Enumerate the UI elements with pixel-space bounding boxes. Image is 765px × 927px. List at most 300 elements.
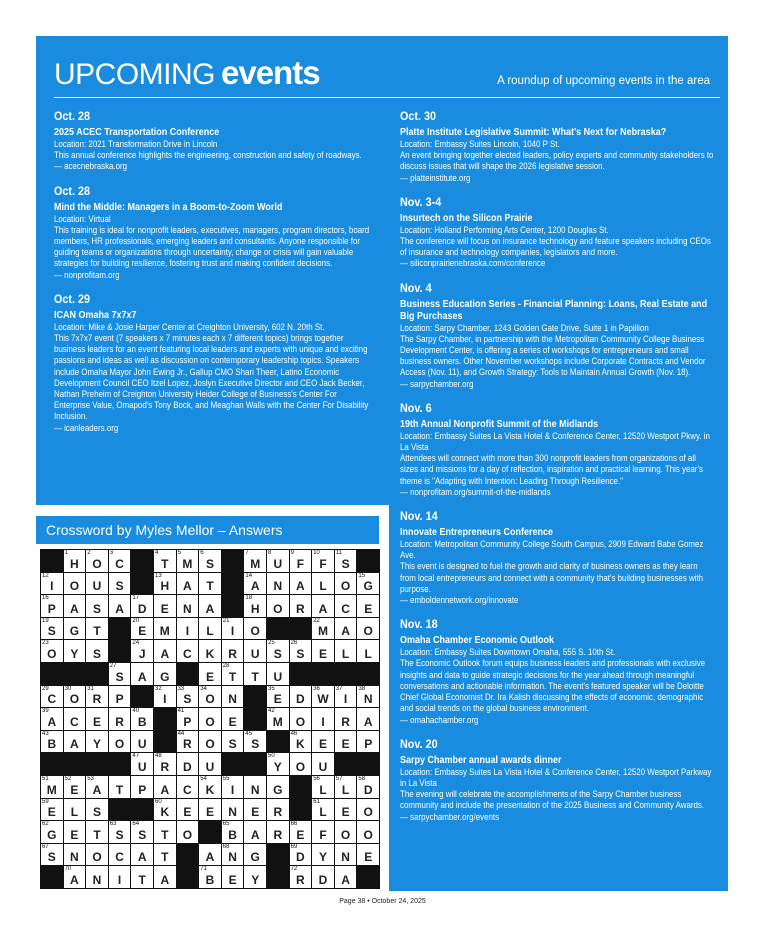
crossword-cell [290,573,312,595]
event-link[interactable]: — platteinstitute.org [400,172,471,183]
event-link[interactable]: — sarpychamber.org/events [400,811,500,822]
answer-letter: R [160,760,170,774]
event-link[interactable]: — nonprofitam.org [54,269,120,280]
crossword-cell [244,550,266,572]
event-location: Location: Virtual [54,213,111,224]
answer-letter: T [138,873,146,887]
clue-number: 60 [155,798,162,805]
crossword-cell [244,799,266,821]
title-upcoming: UPCOMING [54,58,215,91]
answer-letter: L [364,647,372,661]
event-title: ICAN Omaha 7x7x7 [54,309,137,321]
events-column-right [400,108,715,833]
crossword-cell [290,753,312,775]
crossword-block [41,866,63,888]
event-location: Location: Embassy Suites La Vista Hotel & Conference Center, 12520 Westport Parkway in La Vista [400,766,712,788]
crossword-cell [357,640,379,662]
clue-number: 42 [268,708,275,715]
crossword-cell [290,731,312,753]
answer-letter: O [182,827,193,842]
clue-number: 15 [358,572,366,579]
crossword-cell [154,550,176,572]
crossword-block [357,866,379,888]
answer-letter: N [250,782,260,797]
crossword-cell [154,866,176,888]
clue-number: 68 [222,843,230,850]
answer-letter: I [230,624,235,639]
answer-letter: M [317,624,328,639]
event-link[interactable]: — emboldennetwork.org/innovate [400,595,519,606]
clue-number: 10 [313,550,320,556]
event-link[interactable]: — sarpychamber.org [400,378,474,389]
crossword-cell [109,866,131,888]
answer-letter: D [296,692,305,707]
crossword-cell [199,595,221,617]
clue-number: 13 [155,572,162,579]
crossword-cell [199,618,221,640]
clue-number: 34 [200,685,207,692]
answer-letter: O [295,760,306,774]
clue-number: 50 [268,753,275,760]
crossword-cell [109,550,131,572]
crossword-cell [41,731,63,753]
clue-number: 56 [313,776,320,782]
answer-letter: A [115,601,124,616]
clue-number: 38 [358,685,366,692]
answer-letter: E [296,827,305,842]
answer-letter: L [206,624,214,639]
crossword-cell [267,753,289,775]
crossword-cell [86,731,108,753]
clue-number: 5 [177,550,181,556]
crossword-cell [290,550,312,572]
answer-letter: A [205,850,215,865]
clue-number: 19 [42,617,49,624]
crossword-block [131,573,153,595]
crossword-cell [199,776,221,798]
crossword-block [244,686,266,708]
event-title: Omaha Chamber Economic Outlook [400,635,555,647]
answer-letter: Y [318,850,327,865]
crossword-cell [64,708,86,730]
crossword-cell [312,731,334,753]
answer-letter: O [92,556,102,571]
answer-letter: Y [273,760,282,774]
crossword-block [109,640,131,662]
answer-letter: R [228,647,237,661]
crossword-cell [41,640,63,662]
crossword-cell [357,844,379,866]
answer-letter: H [250,601,260,616]
crossword-cell [312,686,334,708]
page-footer: Page 38 • October 24, 2025 [339,898,426,905]
crossword-cell [267,821,289,843]
crossword-cell [109,686,131,708]
crossword-cell [64,640,86,662]
crossword-cell [177,731,199,753]
event-item [54,183,370,281]
crossword-cell [312,708,334,730]
crossword-block [177,866,199,888]
event-date: Oct. 28 [54,109,91,123]
crossword-cell [335,821,357,843]
crossword-cell [335,618,357,640]
answer-letter: A [70,737,79,752]
crossword-cell [357,708,379,730]
crossword-block [290,618,312,640]
crossword-block [64,753,86,775]
answer-letter: E [341,737,350,752]
crossword-cell [222,866,244,888]
event-link[interactable]: — acecnebraska.org [54,161,128,172]
answer-letter: A [137,850,147,865]
answer-letter: D [183,760,192,774]
crossword-cell [312,595,334,617]
crossword-block [290,663,312,685]
crossword-cell [154,821,176,843]
answer-letter: A [205,601,215,616]
crossword-cell [357,731,379,753]
clue-number: 64 [132,821,140,828]
answer-letter: T [93,827,101,842]
answer-letter: U [273,669,283,684]
crossword-cell [131,618,153,640]
crossword-block [41,663,63,685]
crossword-cell [131,595,153,617]
title-events: events [221,54,320,91]
answer-letter: D [318,873,328,887]
answer-letter: A [70,601,79,616]
crossword-cell [244,618,266,640]
crossword-block [335,663,357,685]
event-location: Location: Embassy Suites La Vista Hotel & Conference Center, 12520 Westport Pkwy. in La Vista [400,430,710,453]
answer-letter: E [228,714,237,729]
event-item [400,508,715,606]
clue-number: 14 [245,572,253,579]
crossword-cell [131,731,153,753]
clue-number: 18 [245,595,253,602]
crossword-cell [154,663,176,685]
crossword-cell [41,844,63,866]
clue-number: 30 [64,685,72,692]
crossword-block [357,753,379,775]
clue-number: 62 [42,821,49,828]
answer-letter: E [138,624,147,639]
answer-letter: E [183,805,192,820]
answer-letter: B [205,873,215,887]
crossword-cell [335,550,357,572]
crossword-block [86,663,108,685]
crossword-cell [177,640,199,662]
crossword-cell [335,776,357,798]
crossword-cell [244,731,266,753]
crossword-cell [131,776,153,798]
crossword-cell [312,776,334,798]
clue-number: 6 [200,550,204,556]
clue-number: 72 [290,866,298,873]
crossword-block [335,753,357,775]
crossword-cell [199,686,221,708]
crossword-cell [222,663,244,685]
event-description: This annual conference highlights the engineering, construction and safety of roadways. [54,150,362,161]
event-title: Business Education Series - Financial Planning: Loans, Real Estate and Big Purchases [400,298,708,322]
answer-letter: S [273,647,282,661]
answer-letter: P [183,714,192,729]
answer-letter: A [183,579,192,594]
answer-letter: M [159,624,170,639]
crossword-cell [290,708,312,730]
clue-number: 39 [42,708,49,715]
answer-letter: S [341,556,350,571]
crossword-cell [312,866,334,888]
answer-letter: A [363,714,373,729]
answer-letter: R [273,827,283,842]
clue-number: 53 [87,776,94,782]
crossword-cell [131,753,153,775]
clue-number: 33 [177,685,185,692]
event-description: The Economic Outlook forum equips business leaders and professionals with exclusive insights and data to guide strategic decisions for the year ahead through meaningful conversations and actionable information. The event's featured speaker will be Deloitte Chief Global Economist Dr. Ira Kalish discussing the effects of economic, demographic and social trends on the global business environment. [400,658,706,714]
crossword-cell [312,618,334,640]
answer-letter: O [295,714,306,729]
answer-letter: G [273,782,283,797]
crossword-cell [290,595,312,617]
answer-letter: U [137,737,147,752]
crossword-cell [335,640,357,662]
answer-letter: S [92,805,101,820]
crossword-block [357,550,379,572]
crossword-block [41,550,63,572]
crossword-cell [244,844,266,866]
answer-letter: M [272,714,283,729]
clue-number: 52 [64,776,72,782]
crossword-cell [177,595,199,617]
clue-number: 31 [87,685,94,692]
answer-letter: S [296,647,305,661]
answer-letter: S [47,624,56,639]
crossword-block [131,799,153,821]
crossword-title: Crossword by Myles Mellor – Answers [36,516,379,544]
answer-letter: M [182,556,193,571]
crossword-cell [131,821,153,843]
answer-letter: A [341,873,350,887]
crossword-cell [154,844,176,866]
clue-number: 26 [290,640,298,647]
crossword-cell [154,686,176,708]
crossword-cell [86,866,108,888]
answer-letter: S [251,737,260,752]
events-column-left [54,108,370,444]
answer-letter: N [363,692,373,707]
crossword-block [131,686,153,708]
crossword-block [131,550,153,572]
event-date: Nov. 18 [400,617,438,632]
answer-letter: F [319,556,327,571]
clue-number: 46 [290,730,298,737]
answer-letter: O [69,579,80,594]
clue-number: 35 [268,685,275,692]
crossword-cell [357,573,379,595]
crossword-cell [222,640,244,662]
answer-letter: S [92,647,101,661]
crossword-cell [154,799,176,821]
answer-letter: J [138,647,146,661]
answer-letter: N [70,850,79,865]
section-header [54,54,720,98]
clue-number: 40 [132,708,140,715]
crossword-cell [290,821,312,843]
answer-letter: T [206,579,214,594]
crossword-cell [267,640,289,662]
clue-number: 43 [42,730,49,737]
answer-letter: C [70,714,79,729]
answer-letter: G [250,850,260,865]
crossword-cell [199,844,221,866]
crossword-cell [177,799,199,821]
crossword-block [267,866,289,888]
event-title: Sarpy Chamber annual awards dinner [400,754,562,766]
event-link[interactable]: — icanleaders.org [54,422,119,433]
crossword-cell [357,776,379,798]
event-date: Oct. 29 [54,291,91,306]
crossword-cell [86,708,108,730]
crossword-cell [177,573,199,595]
answer-letter: R [115,714,124,729]
answer-letter: T [115,782,124,797]
crossword-cell [41,595,63,617]
answer-letter: E [251,805,260,820]
answer-letter: B [47,737,57,752]
answer-letter: O [273,601,283,616]
crossword-cell [335,573,357,595]
answer-letter: H [160,579,170,594]
answer-letter: C [47,692,57,707]
answer-letter: E [318,737,327,752]
answer-letter: R [92,692,102,707]
clue-number: 41 [177,708,185,715]
answer-letter: U [137,760,147,774]
answer-letter: E [92,714,101,729]
event-title: 19th Annual Nonprofit Summit of the Midlands [400,418,599,430]
event-description: An event bringing together elected leaders, policy experts and community stakeholders to discuss issues that will shape the 2026 legislative session. [400,150,714,172]
clue-number: 58 [358,776,366,782]
crossword-block [109,799,131,821]
crossword-cell [357,595,379,617]
clue-number: 67 [42,843,49,850]
answer-letter: A [70,873,79,887]
crossword-cell [290,844,312,866]
event-title: Innovate Entrepreneurs Conference [400,527,554,539]
crossword-cell [222,799,244,821]
answer-letter: N [273,579,283,594]
crossword-cell [86,799,108,821]
event-link[interactable]: — nonprofitam.org/summit-of-the-midlands [400,486,551,497]
event-date: Nov. 3-4 [400,194,442,209]
answer-letter: N [228,805,237,820]
clue-number: 22 [313,617,320,624]
clue-number: 71 [200,866,207,873]
crossword-grid [40,549,380,889]
crossword-cell [267,708,289,730]
event-link[interactable]: — siliconprairienebraska.com/conference [400,258,546,269]
crossword-block [154,731,176,753]
crossword-cell [64,618,86,640]
answer-letter: O [340,579,351,594]
crossword-cell [244,640,266,662]
answer-letter: D [296,850,305,865]
answer-letter: E [70,827,79,842]
crossword-cell [199,663,221,685]
crossword-cell [109,663,131,685]
crossword-cell [199,731,221,753]
answer-letter: R [273,805,283,820]
answer-letter: D [363,782,373,797]
answer-letter: R [296,601,305,616]
clue-number: 44 [177,730,185,737]
answer-letter: G [47,827,57,842]
event-location: Location: 2021 Transformation Drive in Lincoln [54,139,218,149]
crossword-block [222,573,244,595]
answer-letter: K [160,805,170,820]
crossword-block [64,663,86,685]
clue-number: 29 [42,685,49,692]
answer-letter: I [230,782,235,797]
clue-number: 17 [132,595,140,602]
crossword-cell [312,844,334,866]
crossword-block [199,821,221,843]
event-item [54,291,370,434]
answer-letter: N [228,850,237,865]
answer-letter: L [319,805,327,820]
answer-letter: A [160,782,170,797]
crossword-cell [222,731,244,753]
event-link[interactable]: — omahachamber.org [400,714,479,725]
crossword-cell [64,595,86,617]
crossword-cell [267,776,289,798]
crossword-cell [86,573,108,595]
answer-letter: B [228,827,237,842]
answer-letter: P [138,782,147,797]
answer-letter: O [340,827,351,842]
answer-letter: L [70,805,79,820]
event-description: This 7x7x7 event (7 speakers x 7 minutes each x 7 different topics) brings together business leaders for an event featuring local leaders and experts with unique and exciting passions and ideas as well as discussion on contemporary leadership topics. Speakers include Omaha Mayor John Ewing Jr., Gallup CMO Shari Theer, Latino Economic Development Council CEO Itzel Lopez, Joslyn Executive Director and CEO Jack Becker, Nathan Preheim of Creighton University Heider College of Business's Center For Enterprise Value, Omapod's Tony Bock, and Meaghan Walls with the Center For Disability Inclusion. [54,333,369,422]
answer-letter: K [205,647,215,661]
answer-letter: P [47,601,56,616]
event-title: Insurtech on the Silicon Prairie [400,212,533,224]
answer-letter: W [317,692,329,707]
answer-letter: U [273,556,283,571]
clue-number: 48 [155,753,162,760]
crossword-cell [154,640,176,662]
clue-number: 12 [42,572,49,579]
answer-letter: L [341,647,350,661]
event-location: Location: Holland Performing Arts Center, 1200 Douglas St. [400,224,609,235]
crossword-block [267,844,289,866]
crossword-cell [199,866,221,888]
crossword-cell [64,686,86,708]
crossword-cell [86,821,108,843]
crossword-cell [357,686,379,708]
crossword-cell [199,708,221,730]
answer-letter: A [160,647,170,661]
crossword-cell [312,573,334,595]
answer-letter: Y [92,737,101,752]
crossword-cell [64,776,86,798]
crossword-cell [244,663,266,685]
answer-letter: O [205,714,215,729]
answer-letter: E [47,805,56,820]
crossword-cell [41,821,63,843]
crossword-cell [312,799,334,821]
